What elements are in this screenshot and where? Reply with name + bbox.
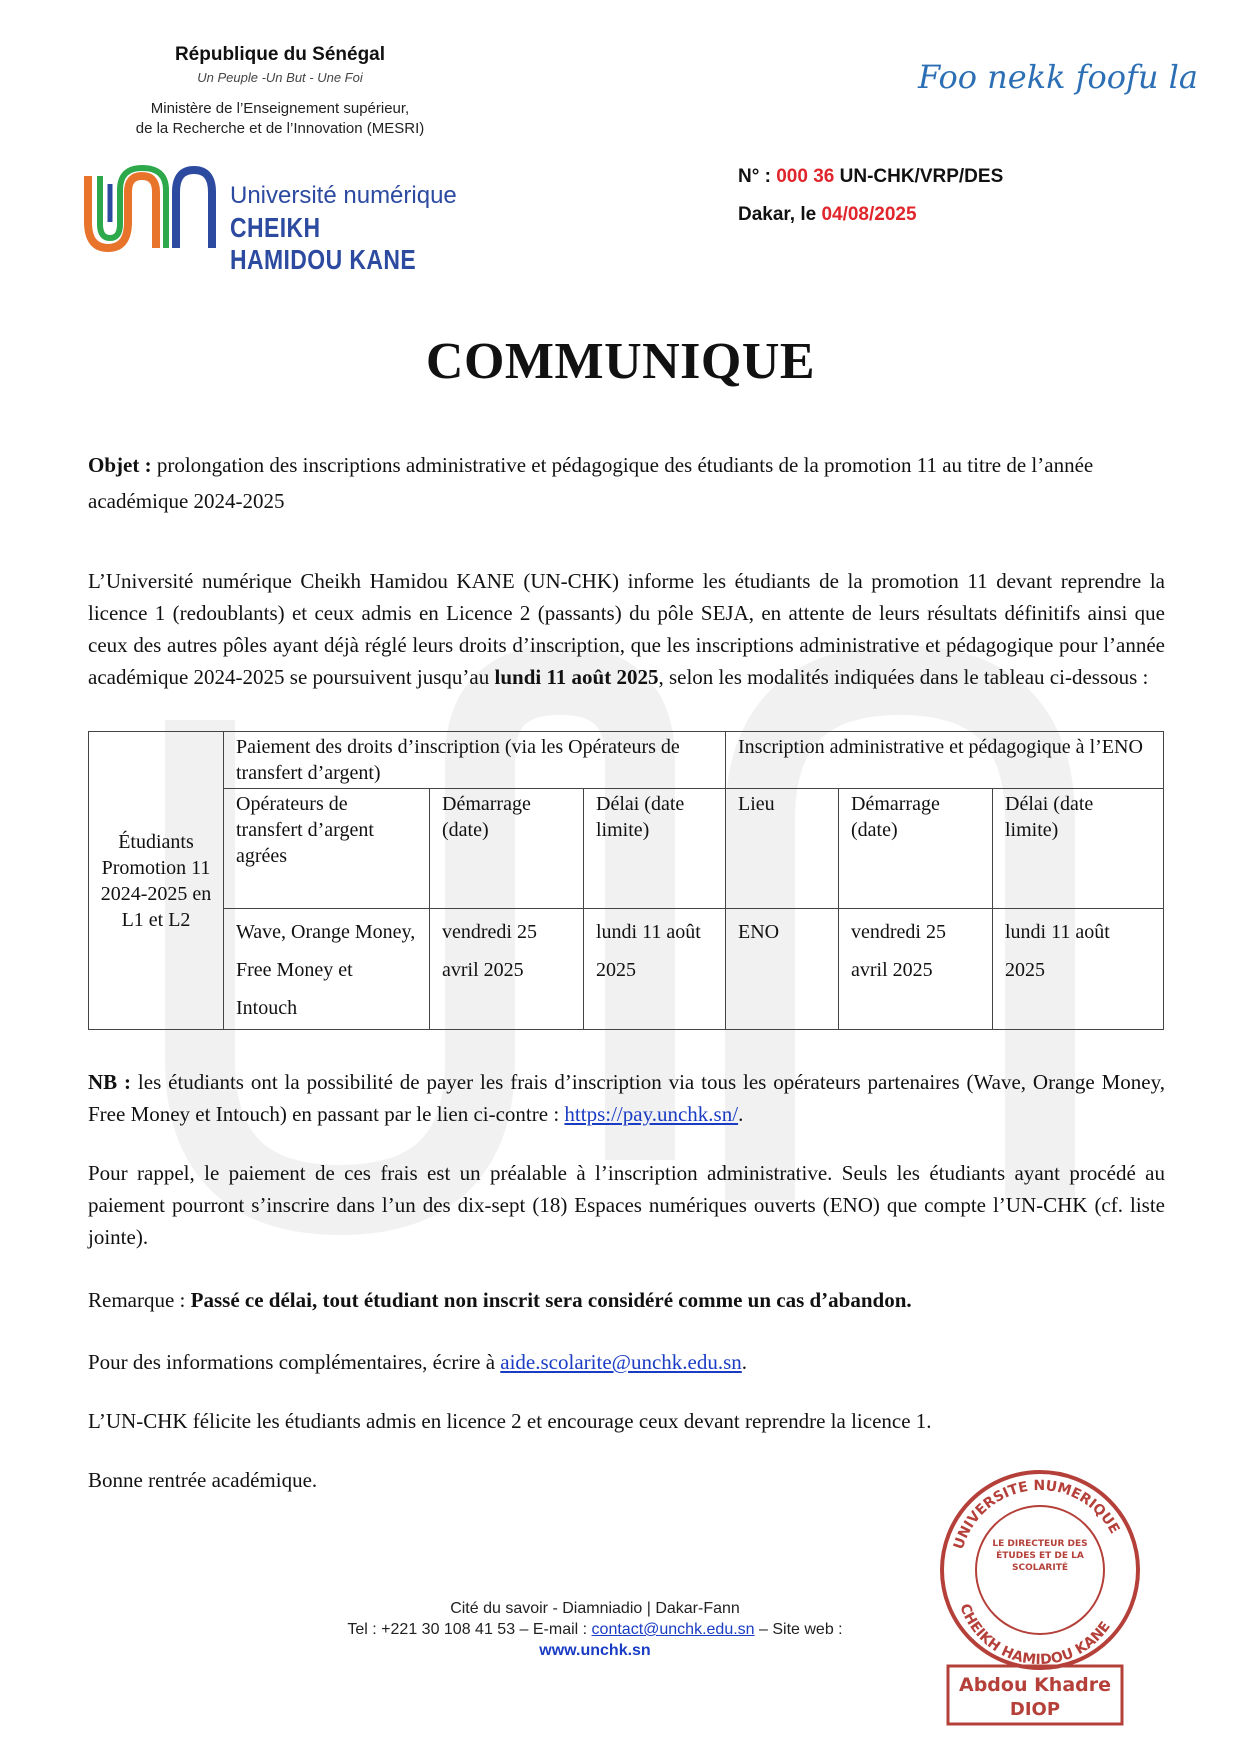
table-header-registration-deadline: Délai (date limite) — [993, 789, 1164, 909]
unchk-logo-icon — [80, 162, 220, 258]
footer-website[interactable]: www.unchk.sn — [539, 1642, 651, 1659]
ministry-line2: de la Recherche et de l’Innovation (MESRI) — [135, 120, 425, 137]
stamp-ring-bottom: CHEIKH HAMIDOU KANE — [956, 1601, 1114, 1669]
issue-date: Dakar, le 04/08/2025 — [738, 204, 917, 225]
official-stamp — [920, 1460, 1160, 1730]
reference-block — [738, 158, 1003, 234]
logo-text-line2: CHEIKH HAMIDOU KANE — [230, 212, 417, 275]
republic-name: République du Sénégal — [174, 44, 386, 65]
contact-email-link[interactable]: contact@unchk.edu.sn — [591, 1621, 755, 1638]
object-text: prolongation des inscriptions administrative et pédagogique des étudiants de la promotion 11 au titre de l’année académique 2024-2025 — [88, 453, 1094, 513]
footer-contact: Tel : +221 30 108 41 53 – E-mail : contact@unchk.edu.sn – Site web : — [347, 1621, 843, 1638]
header-left — [70, 44, 470, 139]
stamp-name-line2: DIOP — [1009, 1699, 1061, 1720]
table-header-payment-deadline: Délai (date limite) — [584, 789, 726, 909]
intro-deadline: lundi 11 août 2025 — [494, 665, 659, 689]
svg-text:CHEIKH HAMIDOU KANE — [956, 1602, 1114, 1669]
table-cell-registration-deadline: lundi 11 août 2025 — [993, 909, 1164, 1030]
handwritten-motto: Foo nekk foofu la — [918, 58, 1198, 96]
object-label: Objet : — [88, 453, 152, 477]
reminder-paragraph: Pour rappel, le paiement de ces frais est un préalable à l’inscription administrative. Seuls les étudiants ayant procédé au paiement pourront s’inscrire dans l’un des dix-sept (18) Espaces numériques ouverts (ENO) que compte l’UN-CHK (cf. liste jointe). — [88, 1161, 1165, 1249]
nb-label: NB : — [88, 1070, 132, 1094]
stamp-ring-top: UNIVERSITE NUMERIQUE — [950, 1477, 1123, 1552]
table-row-label: Étudiants Promotion 11 2024-2025 en L1 et L2 — [89, 732, 224, 1030]
intro-paragraph — [88, 565, 1165, 693]
table-group-payment: Paiement des droits d’inscription (via les Opérateurs de transfert d’argent) — [224, 732, 726, 789]
schedule-table — [88, 731, 1164, 1030]
support-email-link[interactable]: aide.scolarite@unchk.edu.sn — [500, 1350, 742, 1374]
table-header-place: Lieu — [726, 789, 839, 909]
intro-tail: , selon les modalités indiquées dans le tableau ci-dessous : — [658, 665, 1149, 689]
remark-paragraph — [88, 1284, 1165, 1316]
reference-number: N° : 000 36 UN-CHK/VRP/DES — [738, 166, 1004, 187]
page-footer — [300, 1598, 890, 1661]
national-motto: Un Peuple -Un But - Une Foi — [197, 70, 363, 85]
table-cell-registration-start: vendredi 25 avril 2025 — [839, 909, 993, 1030]
remark-text: Passé ce délai, tout étudiant non inscrit sera considéré comme un cas d’abandon. — [190, 1288, 912, 1312]
payment-link[interactable]: https://pay.unchk.sn/ — [564, 1102, 739, 1126]
footer-address: Cité du savoir - Diamniadio | Dakar-Fann — [450, 1600, 740, 1617]
table-group-registration: Inscription administrative et pédagogique à l’ENO — [726, 732, 1164, 789]
university-logo — [80, 162, 480, 275]
intro-text: L’Université numérique Cheikh Hamidou KANE (UN-CHK) informe les étudiants de la promotion 11 devant reprendre la licence 1 (redoublants) et ceux admis en Licence 2 (passants) du pôle SEJA, en attente de leurs résultats définitifs ainsi que ceux des autres pôles ayant déjà réglé leurs droits d’inscription, que les inscriptions administrative et pédagogique pour l’année académique 2024-2025 se poursuivent jusqu’au — [88, 569, 1165, 689]
info-paragraph: Pour des informations complémentaires, écrire à aide.scolarite@unchk.edu.sn. — [88, 1350, 748, 1374]
table-cell-payment-start: vendredi 25 avril 2025 — [430, 909, 584, 1030]
table-cell-operators: Wave, Orange Money, Free Money et Intouch — [224, 909, 430, 1030]
table-header-payment-start: Démarrage (date) — [430, 789, 584, 909]
table-cell-place: ENO — [726, 909, 839, 1030]
remark-label: Remarque : — [88, 1288, 191, 1312]
logo-text-line1: Université numérique — [230, 182, 457, 209]
ministry-line1: Ministère de l’Enseignement supérieur, — [150, 100, 410, 117]
stamp-name-line1: Abdou Khadre — [958, 1674, 1112, 1696]
table-header-operators: Opérateurs de transfert d’argent agrées — [224, 789, 430, 909]
ministry-name — [90, 99, 470, 139]
object-paragraph — [88, 447, 1165, 519]
congrats-paragraph: L’UN-CHK félicite les étudiants admis en licence 2 et encourage ceux devant reprendre la licence 1. — [88, 1409, 932, 1433]
nb-paragraph: NB : les étudiants ont la possibilité de payer les frais d’inscription via tous les opérateurs partenaires (Wave, Orange Money, Free Money et Intouch) en passant par le lien ci-contre : https://pay.unchk.sn/. — [88, 1070, 1165, 1126]
page-title: COMMUNIQUE — [425, 333, 816, 390]
stamp-center-text: LE DIRECTEUR DES ÉTUDES ET DE LA SCOLARITÉ — [992, 1539, 1088, 1573]
closing-line: Bonne rentrée académique. — [88, 1468, 318, 1492]
table-header-registration-start: Démarrage (date) — [839, 789, 993, 909]
table-cell-payment-deadline: lundi 11 août 2025 — [584, 909, 726, 1030]
nb-text: les étudiants ont la possibilité de payer les frais d’inscription via tous les opérateurs partenaires (Wave, Orange Money, Free Money et Intouch) en passant par le lien ci-contre : — [88, 1070, 1165, 1126]
